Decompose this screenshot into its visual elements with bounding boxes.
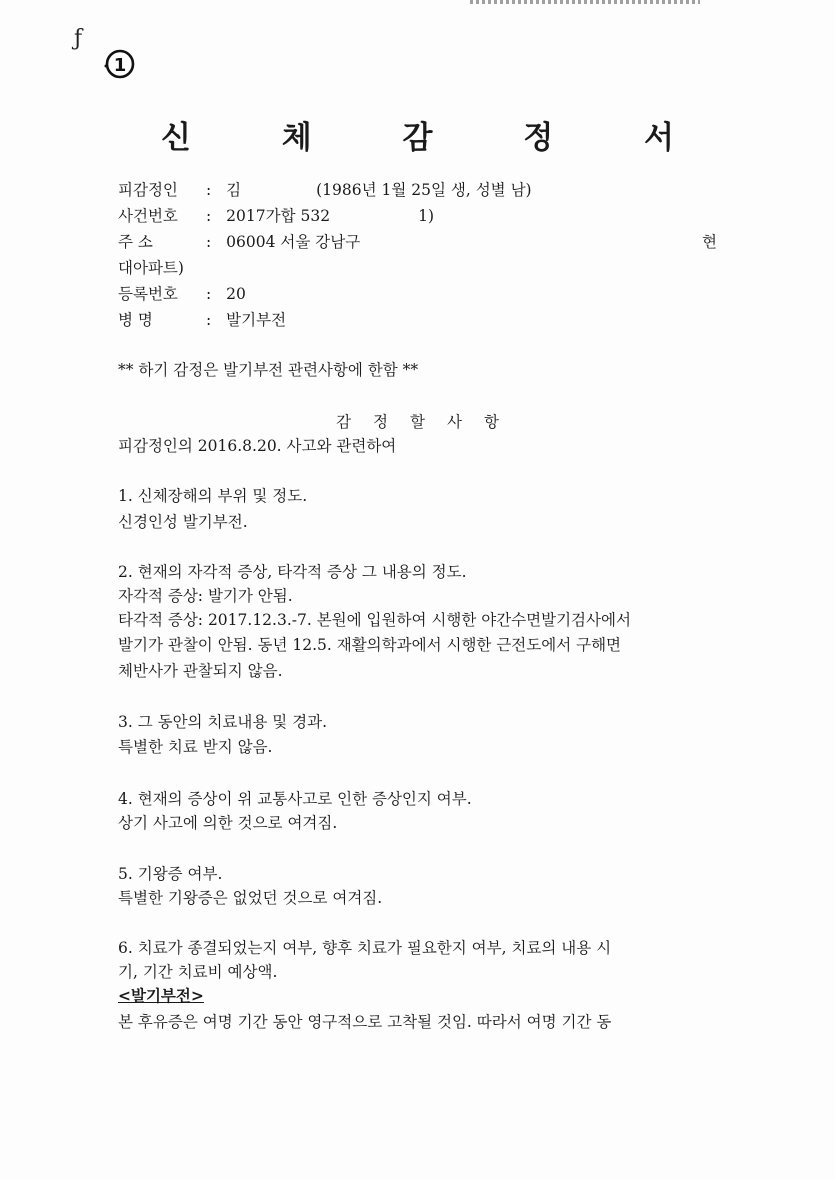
redaction bbox=[330, 210, 418, 224]
disease-row bbox=[118, 310, 286, 330]
scan-artifact bbox=[470, 0, 700, 4]
pen-mark: ƒ bbox=[74, 26, 83, 51]
name-label: 피감정인 bbox=[118, 181, 178, 199]
case-label: 사건번호 bbox=[118, 207, 178, 225]
case-sep: : bbox=[206, 207, 212, 225]
case-tail: 1) bbox=[418, 207, 434, 225]
registration-value: 20 bbox=[226, 285, 246, 303]
redaction bbox=[241, 184, 299, 198]
question-2: 2. 현재의 자각적 증상, 타각적 증상 그 내용의 정도. bbox=[118, 563, 467, 581]
page-number: 1 bbox=[113, 55, 127, 76]
scope-note: ** 하기 감정은 발기부전 관련사항에 한함 ** bbox=[118, 361, 419, 379]
sub-heading: <발기부전> bbox=[118, 986, 204, 1005]
question-6-cont: 기, 기간 치료비 예상액. bbox=[118, 963, 278, 981]
name-sep: : bbox=[206, 181, 212, 199]
answer-5: 특별한 기왕증은 없었던 것으로 여겨짐. bbox=[118, 889, 383, 907]
registration-sep: : bbox=[206, 285, 212, 303]
answer-2-objective: 타각적 증상: 2017.12.3.-7. 본원에 입원하여 시행한 야간수면발기검사에서 bbox=[118, 611, 631, 629]
address-row bbox=[118, 232, 360, 252]
answer-3: 특별한 치료 받지 않음. bbox=[118, 738, 273, 756]
name-row bbox=[118, 180, 532, 200]
address-right: 현 bbox=[702, 233, 717, 251]
disease-value: 발기부전 bbox=[226, 311, 287, 329]
birth-info: (1986년 1월 25일 생, 성별 남) bbox=[316, 181, 532, 199]
case-row bbox=[118, 206, 434, 226]
disease-label: 병 명 bbox=[118, 311, 153, 329]
answer-2-subjective: 자각적 증상: 발기가 안됨. bbox=[118, 587, 293, 605]
question-1: 1. 신체장해의 부위 및 정도. bbox=[118, 487, 308, 505]
section-heading: 감정할사항 bbox=[336, 413, 521, 431]
registration-row bbox=[118, 284, 246, 304]
page-number-circle bbox=[100, 42, 140, 82]
intro-text: 피감정인의 2016.8.20. 사고와 관련하여 bbox=[118, 437, 397, 455]
answer-4: 상기 사고에 의한 것으로 여겨짐. bbox=[118, 814, 338, 832]
name-value: 김 bbox=[226, 181, 242, 199]
case-value: 2017가합 532 bbox=[226, 207, 331, 225]
address-sep: : bbox=[206, 233, 212, 251]
address-label: 주 소 bbox=[118, 233, 153, 251]
answer-2-objective-cont: 발기가 관찰이 안됨. 동년 12.5. 재활의학과에서 시행한 근전도에서 구해면 bbox=[118, 636, 622, 654]
answer-2-objective-end: 체반사가 관찰되지 않음. bbox=[118, 662, 283, 680]
address-value: 06004 서울 강남구 bbox=[226, 233, 361, 251]
answer-6: 본 후유증은 여명 기간 동안 영구적으로 고착될 것임. 따라서 여명 기간 동 bbox=[118, 1013, 612, 1031]
answer-1: 신경인성 발기부전. bbox=[118, 513, 248, 531]
document-title: 신 체 감 정 서 bbox=[161, 120, 714, 156]
question-3: 3. 그 동안의 치료내용 및 경과. bbox=[118, 713, 328, 731]
disease-sep: : bbox=[206, 311, 212, 329]
address-continued: 대아파트) bbox=[118, 259, 184, 277]
question-5: 5. 기왕증 여부. bbox=[118, 865, 223, 883]
question-6: 6. 치료가 종결되었는지 여부, 향후 치료가 필요한지 여부, 치료의 내용 시 bbox=[118, 939, 612, 957]
registration-label: 등록번호 bbox=[118, 285, 178, 303]
question-4: 4. 현재의 증상이 위 교통사고로 인한 증상인지 여부. bbox=[118, 790, 472, 808]
